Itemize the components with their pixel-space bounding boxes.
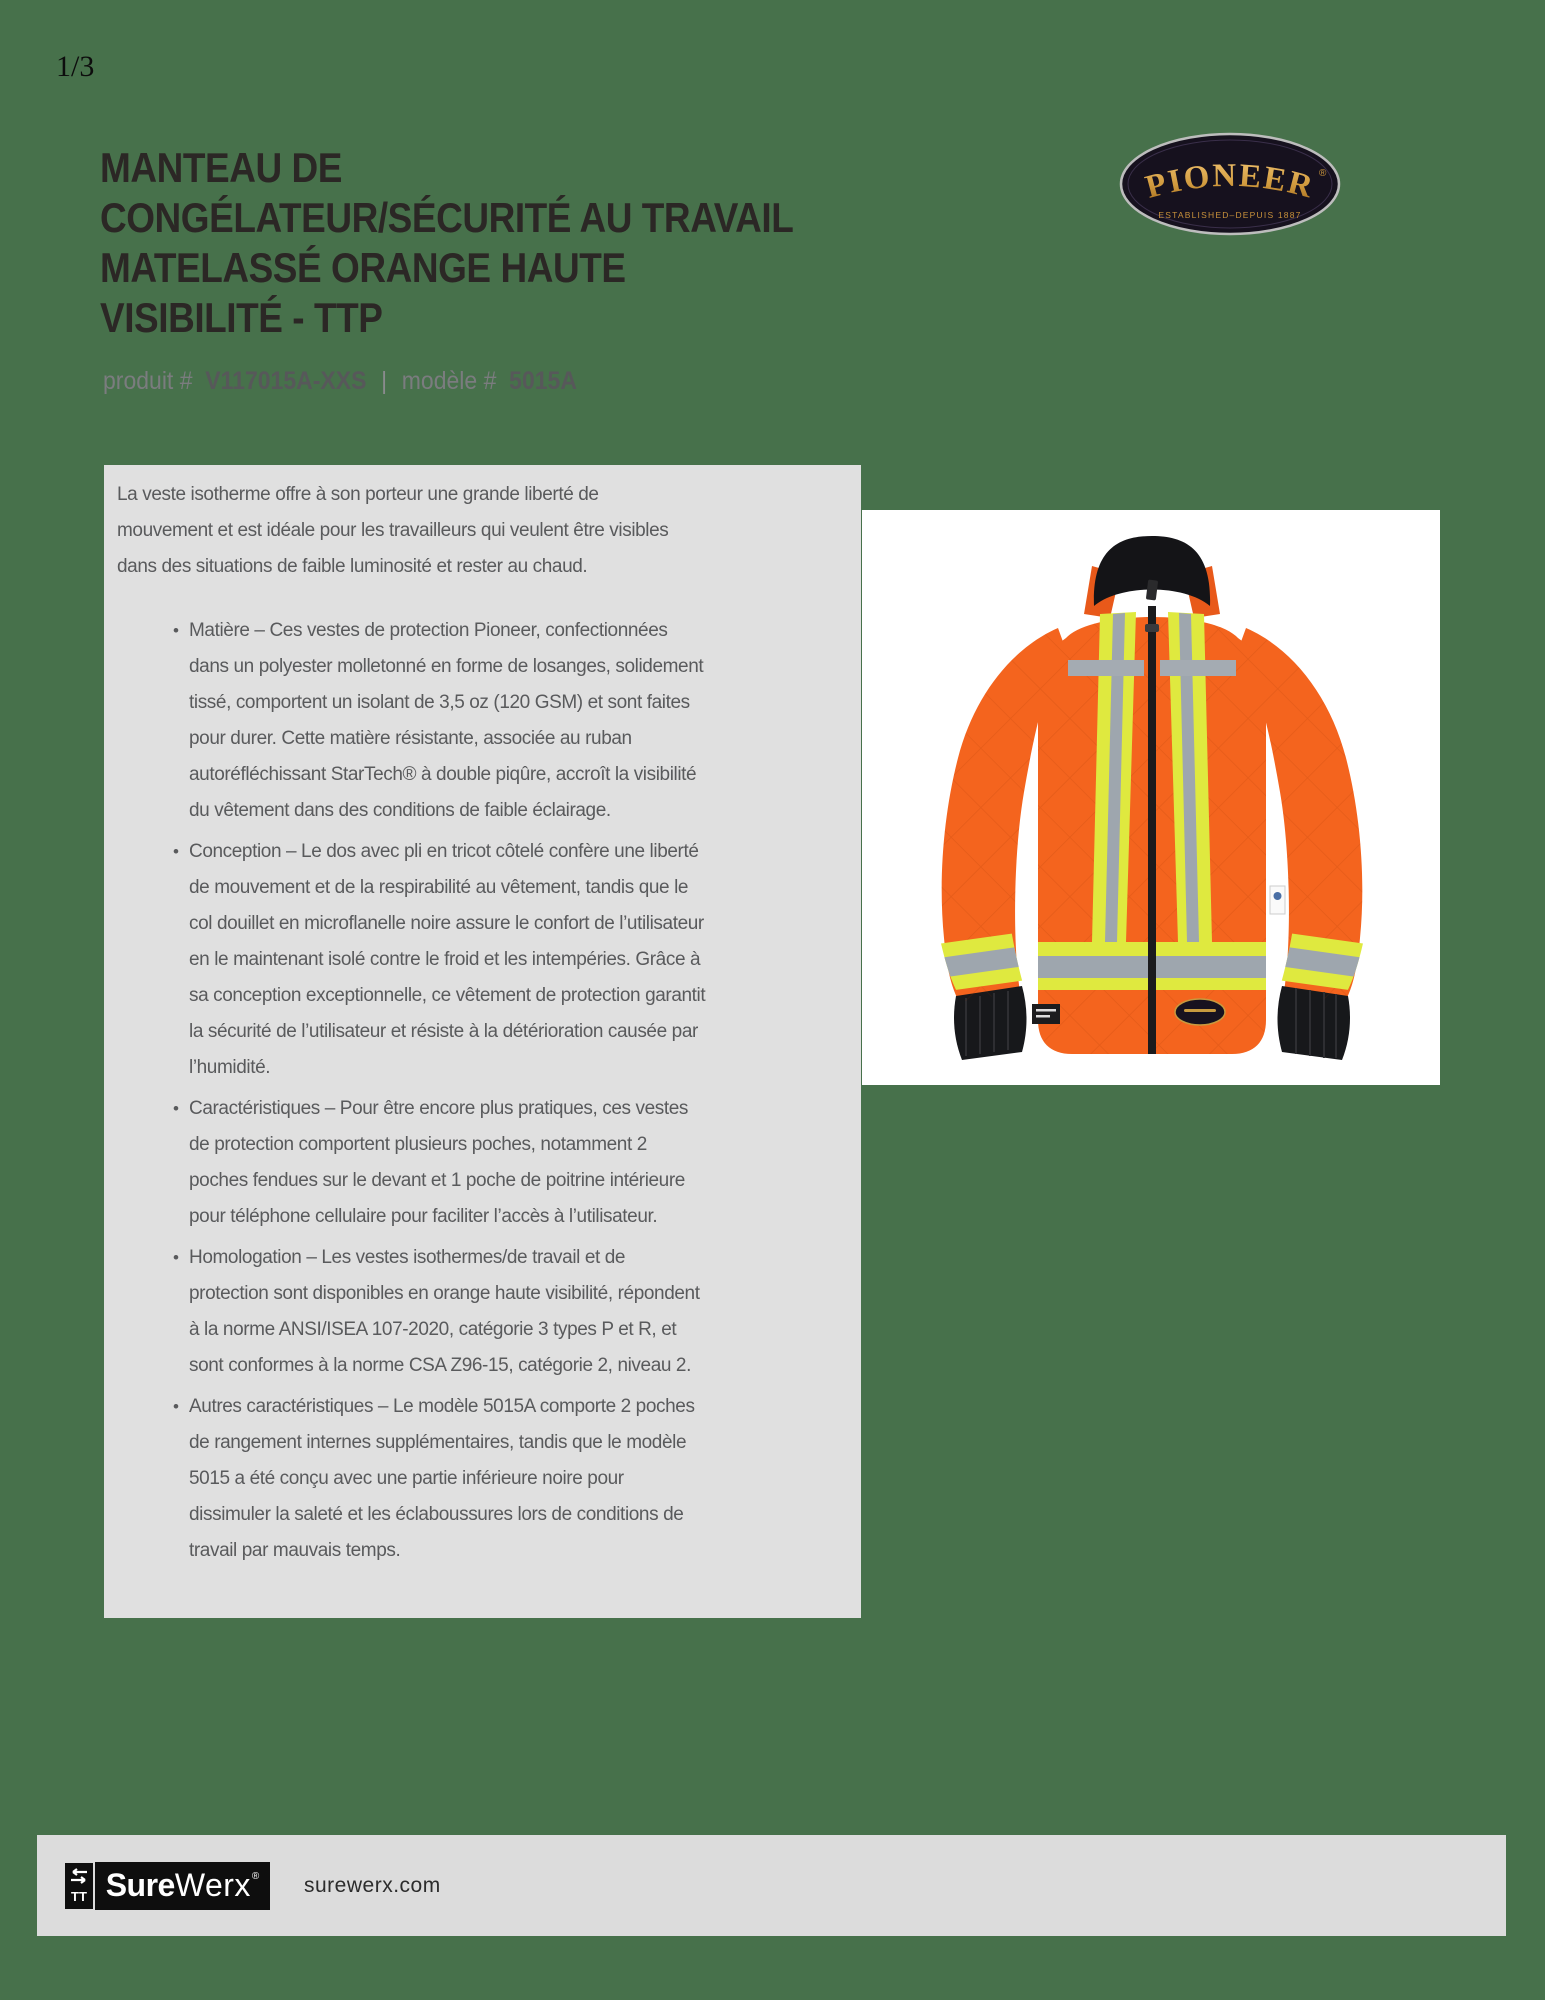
feature-text: Matière – Ces vestes de protection Pioneer, confectionnées dans un polyester molletonné en forme de losanges, solidement tissé, comportent un isolant de 3,5 oz (120 GSM) et sont faites pour durer. Cette matière résistante, associée au ruban autoréfléchissant StarTech® à double piqûre, accroît la visibilité du vêtement dans des conditions de faible éclairage. xyxy=(189,620,704,821)
feature-text: Autres caractéristiques – Le modèle 5015A comporte 2 poches de rangement internes supplémentaires, tandis que le modèle 5015 a été conçu avec une partie inférieure noire pour dissimuler la saleté et les éclaboussures lors de conditions de travail par mauvais temps. xyxy=(189,1396,695,1561)
intro-paragraph: La veste isotherme offre à son porteur une grande liberté de mouvement et est idéale pour les travailleurs qui veulent être visibles dans des situations de faible luminosité et rester au chaud. xyxy=(117,484,669,577)
pioneer-logo xyxy=(1118,132,1342,241)
product-meta xyxy=(103,366,577,396)
jacket-collar xyxy=(1084,536,1220,618)
pioneer-logo-icon xyxy=(1118,132,1342,236)
page-title xyxy=(100,143,793,343)
compliance-tag xyxy=(1270,886,1285,914)
feature-text: Homologation – Les vestes isothermes/de travail et de protection sont disponibles en orange haute visibilité, répondent à la norme ANSI/ISEA 107-2020, catégorie 3 types P et R, et sont conformes à la norme CSA Z96-15, catégorie 2, niveau 2. xyxy=(189,1247,700,1376)
title-line-2: CONGÉLATEUR/SÉCURITÉ AU TRAVAIL xyxy=(100,194,794,241)
pioneer-patch xyxy=(1175,999,1225,1025)
pioneer-wordmark: PIONEER xyxy=(1141,157,1319,206)
pioneer-tagline: ESTABLISHED–DEPUIS 1887 xyxy=(1158,210,1302,220)
title-line-1: MANTEAU DE xyxy=(100,144,342,191)
pioneer-registered-mark: ® xyxy=(1319,168,1327,179)
feature-text: Caractéristiques – Pour être encore plus pratiques, ces vestes de protection comportent plusieurs poches, notamment 2 poches fendues sur le devant et 1 poche de poitrine intérieure pour téléphone cellulaire pour faciliter l’accès à l’utilisateur. xyxy=(189,1098,689,1227)
footer-bar xyxy=(37,1835,1506,1936)
bullet-icon: • xyxy=(173,1397,179,1416)
meta-separator: | xyxy=(381,367,388,395)
product-image-panel xyxy=(862,510,1440,1085)
feature-item-caracteristiques xyxy=(117,1091,707,1235)
startech-tag xyxy=(1032,1004,1060,1024)
bullet-icon: • xyxy=(173,842,179,861)
surewerx-mark-icon xyxy=(65,1863,93,1909)
bullet-icon: • xyxy=(173,1248,179,1267)
surewerx-registered-mark: ® xyxy=(251,1870,260,1882)
website-text: surewerx.com xyxy=(304,1873,441,1897)
product-label: produit # xyxy=(103,367,193,395)
svg-text:TT: TT xyxy=(71,1888,87,1904)
feature-item-conception xyxy=(117,834,707,1086)
bullet-icon: • xyxy=(173,621,179,640)
page-number: 1/3 xyxy=(56,50,95,83)
jacket-illustration xyxy=(862,510,1440,1085)
surewerx-wordmark-werx: Werx xyxy=(174,1867,251,1903)
description-panel xyxy=(104,465,861,1618)
feature-item-homologation xyxy=(117,1240,707,1384)
product-code: V117015A-XXS xyxy=(205,367,367,395)
title-line-4: VISIBILITÉ - TTP xyxy=(100,294,383,341)
feature-list xyxy=(117,613,861,1569)
title-line-3: MATELASSÉ ORANGE HAUTE xyxy=(100,244,626,291)
model-code: 5015A xyxy=(509,367,577,395)
surewerx-wordmark xyxy=(95,1862,270,1910)
feature-text: Conception – Le dos avec pli en tricot côtelé confère une liberté de mouvement et de la respirabilité au vêtement, tandis que le col douillet en microflanelle noire assure le confort de l’utilisateur en le maintenant isolé contre le froid et les intempéries. Grâce à sa conception exceptionnelle, ce vêtement de protection garantit la sécurité de l’utilisateur et résiste à la détérioration causée par l’humidité. xyxy=(189,841,706,1078)
feature-item-autres xyxy=(117,1389,707,1569)
feature-item-matiere xyxy=(117,613,707,829)
bullet-icon: • xyxy=(173,1099,179,1118)
model-label: modèle # xyxy=(401,367,497,395)
surewerx-wordmark-sure: Sure xyxy=(105,1867,175,1903)
